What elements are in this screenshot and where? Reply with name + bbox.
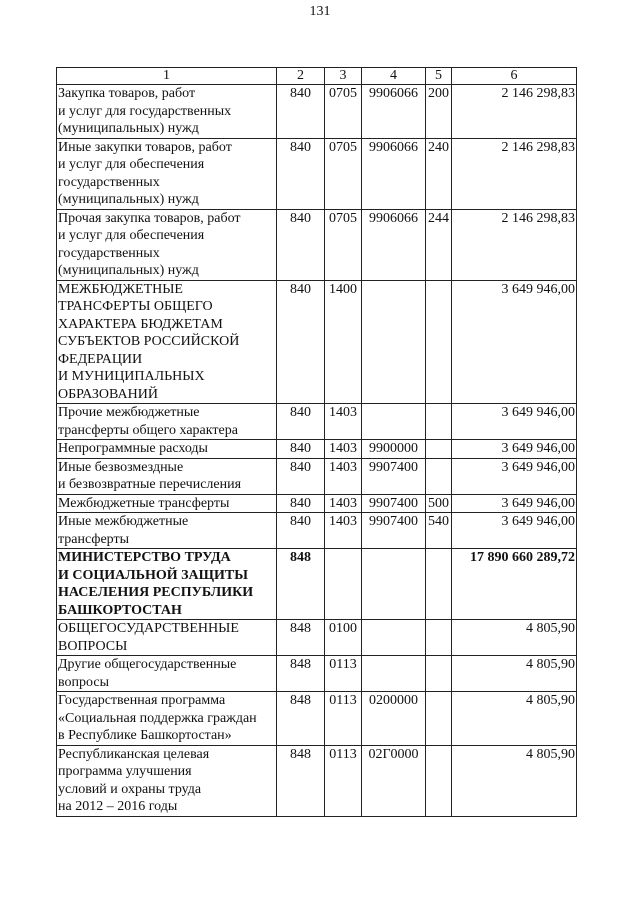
row-name-line: ОБРАЗОВАНИЙ (58, 386, 158, 402)
row-name-line: Государственная программа (58, 693, 226, 708)
row-name-cell (57, 549, 277, 620)
row-name-line: трансферты (58, 531, 130, 547)
expense-type-cell: 540 (426, 513, 452, 549)
row-name-line: ОБЩЕГОСУДАРСТВЕННЫЕ (58, 621, 239, 636)
column-header: 1 (57, 68, 277, 85)
target-article-cell (362, 656, 426, 692)
row-name-line: НАСЕЛЕНИЯ РЕСПУБЛИКИ (58, 585, 254, 600)
row-name-line: Межбюджетные трансферты (58, 495, 230, 511)
header-row (57, 68, 577, 85)
row-name-line: МЕЖБЮДЖЕТНЫЕ (58, 281, 183, 297)
row-name-line: Прочая закупка товаров, работ (58, 210, 241, 226)
expense-type-cell: 240 (426, 138, 452, 209)
code-cell: 840 (277, 404, 325, 440)
row-name-line: программа улучшения (58, 764, 192, 779)
row-name-line: Республиканская целевая (58, 746, 210, 762)
code-cell: 848 (277, 549, 325, 620)
section-cell: 0113 (325, 692, 362, 746)
target-article-cell: 9900000 (362, 440, 426, 459)
expense-type-cell (426, 745, 452, 816)
table-row (57, 513, 577, 549)
row-name-line: (муниципальных) нужд (58, 192, 199, 207)
row-name-cell (57, 513, 277, 549)
table-row (57, 620, 577, 656)
row-name-cell (57, 138, 277, 209)
row-name-line: И СОЦИАЛЬНОЙ ЗАЩИТЫ (58, 567, 248, 583)
row-name-cell (57, 620, 277, 656)
row-name-line: и услуг для обеспечения (58, 157, 205, 172)
amount-cell: 4 805,90 (452, 620, 577, 656)
row-name-cell (57, 404, 277, 440)
amount-cell: 3 649 946,00 (452, 404, 577, 440)
column-header: 5 (426, 68, 452, 85)
code-cell: 840 (277, 494, 325, 513)
target-article-cell (362, 404, 426, 440)
code-cell: 840 (277, 440, 325, 459)
budget-table (56, 67, 577, 817)
expense-type-cell (426, 549, 452, 620)
table-row (57, 280, 577, 404)
section-cell: 0705 (325, 138, 362, 209)
row-name-line: и безвозвратные перечисления (58, 477, 242, 492)
row-name-cell (57, 656, 277, 692)
target-article-cell: 9907400 (362, 513, 426, 549)
code-cell: 840 (277, 513, 325, 549)
code-cell: 840 (277, 85, 325, 139)
section-cell: 0113 (325, 745, 362, 816)
table-row (57, 494, 577, 513)
amount-cell: 3 649 946,00 (452, 280, 577, 404)
target-article-cell (362, 549, 426, 620)
expense-type-cell (426, 656, 452, 692)
column-header: 6 (452, 68, 577, 85)
row-name-cell (57, 209, 277, 280)
row-name-line: Иные закупки товаров, работ (58, 139, 232, 155)
code-cell: 840 (277, 458, 325, 494)
section-cell: 1403 (325, 494, 362, 513)
row-name-line: государственных (58, 174, 160, 190)
row-name-cell (57, 440, 277, 459)
amount-cell: 2 146 298,83 (452, 85, 577, 139)
section-cell: 1400 (325, 280, 362, 404)
row-name-cell (57, 458, 277, 494)
expense-type-cell: 500 (426, 494, 452, 513)
table-row (57, 745, 577, 816)
row-name-line: и услуг для государственных (58, 103, 232, 119)
section-cell: 0705 (325, 85, 362, 139)
amount-cell: 4 805,90 (452, 692, 577, 746)
row-name-line: и услуг для обеспечения (58, 228, 205, 243)
row-name-line: «Социальная поддержка граждан (58, 710, 257, 726)
section-cell: 0705 (325, 209, 362, 280)
row-name-line: в Республике Башкортостан» (58, 728, 232, 743)
table-row (57, 549, 577, 620)
target-article-cell: 9906066 (362, 138, 426, 209)
row-name-line: вопросы (58, 674, 109, 690)
target-article-cell: 02Г0000 (362, 745, 426, 816)
amount-cell: 3 649 946,00 (452, 513, 577, 549)
code-cell: 848 (277, 745, 325, 816)
expense-type-cell (426, 458, 452, 494)
section-cell: 0113 (325, 656, 362, 692)
section-cell: 1403 (325, 513, 362, 549)
amount-cell: 2 146 298,83 (452, 209, 577, 280)
target-article-cell (362, 620, 426, 656)
target-article-cell (362, 280, 426, 404)
amount-cell: 17 890 660 289,72 (452, 549, 577, 620)
amount-cell: 4 805,90 (452, 745, 577, 816)
expense-type-cell (426, 404, 452, 440)
expense-type-cell: 200 (426, 85, 452, 139)
amount-cell: 4 805,90 (452, 656, 577, 692)
amount-cell: 3 649 946,00 (452, 458, 577, 494)
row-name-cell (57, 494, 277, 513)
amount-cell: 2 146 298,83 (452, 138, 577, 209)
page-number: 131 (309, 4, 331, 19)
row-name-line: Закупка товаров, работ (58, 86, 196, 101)
row-name-line: ВОПРОСЫ (58, 638, 128, 654)
table-row (57, 138, 577, 209)
row-name-line: МИНИСТЕРСТВО ТРУДА (58, 550, 231, 565)
row-name-cell (57, 85, 277, 139)
table-row (57, 404, 577, 440)
table-row (57, 458, 577, 494)
section-cell: 1403 (325, 458, 362, 494)
row-name-line: Другие общегосударственные (58, 657, 237, 672)
code-cell: 840 (277, 138, 325, 209)
row-name-cell (57, 692, 277, 746)
row-name-line: Иные межбюджетные (58, 514, 189, 529)
row-name-cell (57, 280, 277, 404)
target-article-cell: 9906066 (362, 209, 426, 280)
row-name-line: ФЕДЕРАЦИИ (58, 351, 143, 367)
row-name-line: Прочие межбюджетные (58, 405, 200, 420)
section-cell: 1403 (325, 404, 362, 440)
row-name-line: условий и охраны труда (58, 781, 202, 797)
row-name-line: Непрограммные расходы (58, 441, 208, 456)
section-cell (325, 549, 362, 620)
row-name-line: И МУНИЦИПАЛЬНЫХ (58, 369, 205, 384)
column-header: 3 (325, 68, 362, 85)
row-name-line: ТРАНСФЕРТЫ ОБЩЕГО (58, 299, 213, 314)
amount-cell: 3 649 946,00 (452, 494, 577, 513)
row-name-line: (муниципальных) нужд (58, 121, 199, 136)
column-header: 4 (362, 68, 426, 85)
table-row (57, 692, 577, 746)
table-row (57, 85, 577, 139)
row-name-line: СУБЪЕКТОВ РОССИЙСКОЙ (58, 334, 240, 349)
column-header: 2 (277, 68, 325, 85)
table-row (57, 209, 577, 280)
row-name-line: БАШКОРТОСТАН (58, 602, 182, 618)
code-cell: 840 (277, 209, 325, 280)
table-row (57, 656, 577, 692)
code-cell: 848 (277, 656, 325, 692)
row-name-line: трансферты общего характера (58, 422, 238, 438)
row-name-cell (57, 745, 277, 816)
expense-type-cell (426, 620, 452, 656)
table-row (57, 440, 577, 459)
code-cell: 848 (277, 692, 325, 746)
row-name-line: ХАРАКТЕРА БЮДЖЕТАМ (58, 316, 223, 332)
section-cell: 1403 (325, 440, 362, 459)
target-article-cell: 0200000 (362, 692, 426, 746)
code-cell: 840 (277, 280, 325, 404)
row-name-line: государственных (58, 245, 160, 261)
expense-type-cell (426, 440, 452, 459)
section-cell: 0100 (325, 620, 362, 656)
target-article-cell: 9907400 (362, 458, 426, 494)
row-name-line: на 2012 – 2016 годы (58, 799, 178, 814)
target-article-cell: 9907400 (362, 494, 426, 513)
code-cell: 848 (277, 620, 325, 656)
expense-type-cell (426, 692, 452, 746)
expense-type-cell (426, 280, 452, 404)
expense-type-cell: 244 (426, 209, 452, 280)
row-name-line: Иные безвозмездные (58, 459, 184, 475)
amount-cell: 3 649 946,00 (452, 440, 577, 459)
row-name-line: (муниципальных) нужд (58, 263, 199, 278)
target-article-cell: 9906066 (362, 85, 426, 139)
